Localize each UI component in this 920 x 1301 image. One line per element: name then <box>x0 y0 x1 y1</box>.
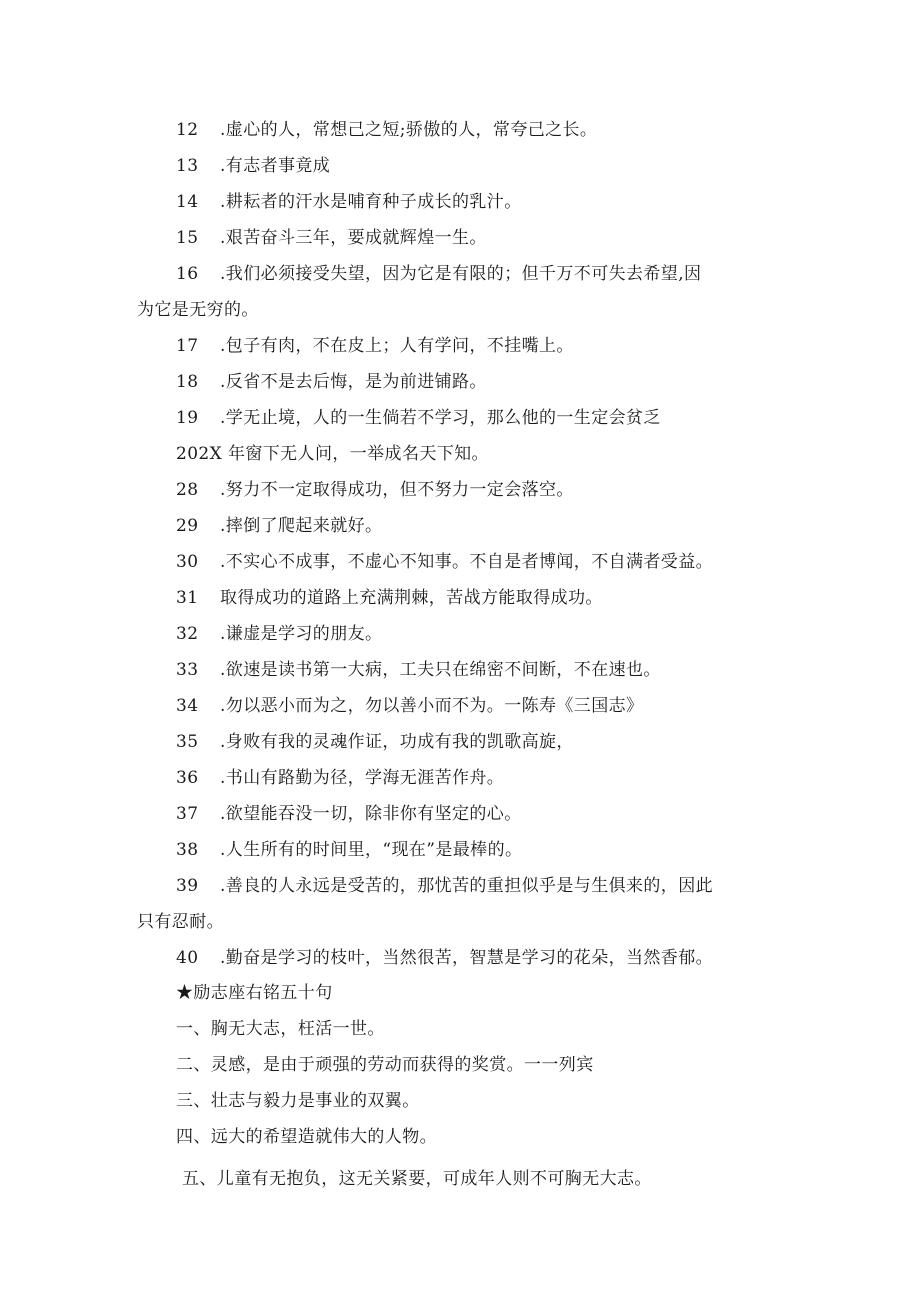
item-text: 取得成功的道路上充满荆棘，苦战方能取得成功。 <box>220 588 603 608</box>
list-item <box>0 724 920 760</box>
item-number: 36 <box>176 768 199 788</box>
item-text: .耕耘者的汗水是哺育种子成长的乳汁。 <box>220 192 522 212</box>
item-text: .努力不一定取得成功，但不努力一定会落空。 <box>220 480 574 500</box>
list-item <box>0 868 920 904</box>
item-number: 33 <box>176 660 199 680</box>
list-item <box>0 652 920 688</box>
item-text: .善良的人永远是受苦的，那忧苦的重担似乎是与生俱来的，因此 <box>220 876 714 896</box>
item-number: 14 <box>176 192 199 212</box>
item-number: 12 <box>176 120 199 140</box>
list-item <box>0 760 920 796</box>
item-number: 13 <box>176 156 199 176</box>
item-text: .不实心不成事，不虚心不知事。不自是者博闻，不自满者受益。 <box>220 552 714 572</box>
item-number: 15 <box>176 228 199 248</box>
list-item <box>0 544 920 580</box>
item-text: 三、壮志与毅力是事业的双翼。 <box>176 1091 420 1111</box>
motto-item <box>0 1011 920 1047</box>
list-item <box>0 580 920 616</box>
item-text: .摔倒了爬起来就好。 <box>220 516 383 536</box>
item-text: .学无止境，人的一生倘若不学习，那么他的一生定会贫乏 <box>220 408 661 428</box>
item-text: 202X 年窗下无人问，一举成名天下知。 <box>176 444 489 464</box>
item-text: .欲速是读书第一大病，工夫只在绵密不间断，不在速也。 <box>220 660 661 680</box>
list-item <box>0 796 920 832</box>
motto-item <box>0 1119 920 1155</box>
list-item-continuation <box>0 904 920 940</box>
list-item <box>0 616 920 652</box>
item-number: 32 <box>176 624 199 644</box>
motto-item <box>0 1161 920 1197</box>
motto-item <box>0 1083 920 1119</box>
item-number: 18 <box>176 372 199 392</box>
list-item <box>0 688 920 724</box>
heading-text: ★励志座右铭五十句 <box>176 983 333 1003</box>
item-number: 19 <box>176 408 199 428</box>
item-text: .虚心的人，常想己之短;骄傲的人，常夸己之长。 <box>220 120 598 140</box>
item-number: 16 <box>176 264 199 284</box>
item-text: 只有忍耐。 <box>137 912 224 932</box>
section-heading <box>0 976 920 1011</box>
list-item <box>0 148 920 184</box>
item-text: .身败有我的灵魂作证，功成有我的凯歌高旋， <box>220 732 574 752</box>
item-text: 四、远大的希望造就伟大的人物。 <box>176 1127 437 1147</box>
item-text: .艰苦奋斗三年，要成就辉煌一生。 <box>220 228 487 248</box>
item-text: .谦虚是学习的朋友。 <box>220 624 383 644</box>
item-number: 31 <box>176 588 199 608</box>
item-number: 17 <box>176 336 199 356</box>
item-text: 为它是无穷的。 <box>137 300 259 320</box>
item-text: .包子有肉，不在皮上；人有学问，不挂嘴上。 <box>220 336 574 356</box>
item-number: 30 <box>176 552 199 572</box>
list-item <box>0 472 920 508</box>
item-text: 二、灵感，是由于顽强的劳动而获得的奖赏。一一列宾 <box>176 1055 594 1075</box>
list-item-continuation <box>0 292 920 328</box>
list-item <box>0 400 920 436</box>
item-text: .勤奋是学习的枝叶，当然很苦，智慧是学习的花朵，当然香郁。 <box>220 948 714 968</box>
list-item <box>0 508 920 544</box>
list-item <box>0 220 920 256</box>
list-item <box>0 328 920 364</box>
list-item <box>0 112 920 148</box>
text-body <box>0 112 920 1197</box>
item-text: .反省不是去后悔，是为前进铺路。 <box>220 372 487 392</box>
item-number: 28 <box>176 480 199 500</box>
list-item <box>0 364 920 400</box>
item-number: 37 <box>176 804 199 824</box>
item-number: 39 <box>176 876 199 896</box>
list-item <box>0 832 920 868</box>
motto-item <box>0 1047 920 1083</box>
item-text: .勿以恶小而为之，勿以善小而不为。一陈寿《三国志》 <box>220 696 644 716</box>
item-text: 一、胸无大志，枉活一世。 <box>176 1019 385 1039</box>
list-item <box>0 940 920 976</box>
list-item-continuation <box>0 436 920 472</box>
item-text: .书山有路勤为径，学海无涯苦作舟。 <box>220 768 505 788</box>
item-number: 34 <box>176 696 199 716</box>
item-text: 五、儿童有无抱负，这无关紧要，可成年人则不可胸无大志。 <box>182 1169 652 1189</box>
list-item <box>0 256 920 292</box>
list-item <box>0 184 920 220</box>
item-text: .我们必须接受失望，因为它是有限的；但千万不可失去希望,因 <box>220 264 702 284</box>
item-number: 35 <box>176 732 199 752</box>
item-number: 40 <box>176 948 199 968</box>
item-text: .人生所有的时间里，“现在”是最棒的。 <box>220 840 523 860</box>
item-text: .有志者事竟成 <box>220 156 331 176</box>
item-text: .欲望能吞没一切，除非你有坚定的心。 <box>220 804 522 824</box>
item-number: 38 <box>176 840 199 860</box>
item-number: 29 <box>176 516 199 536</box>
